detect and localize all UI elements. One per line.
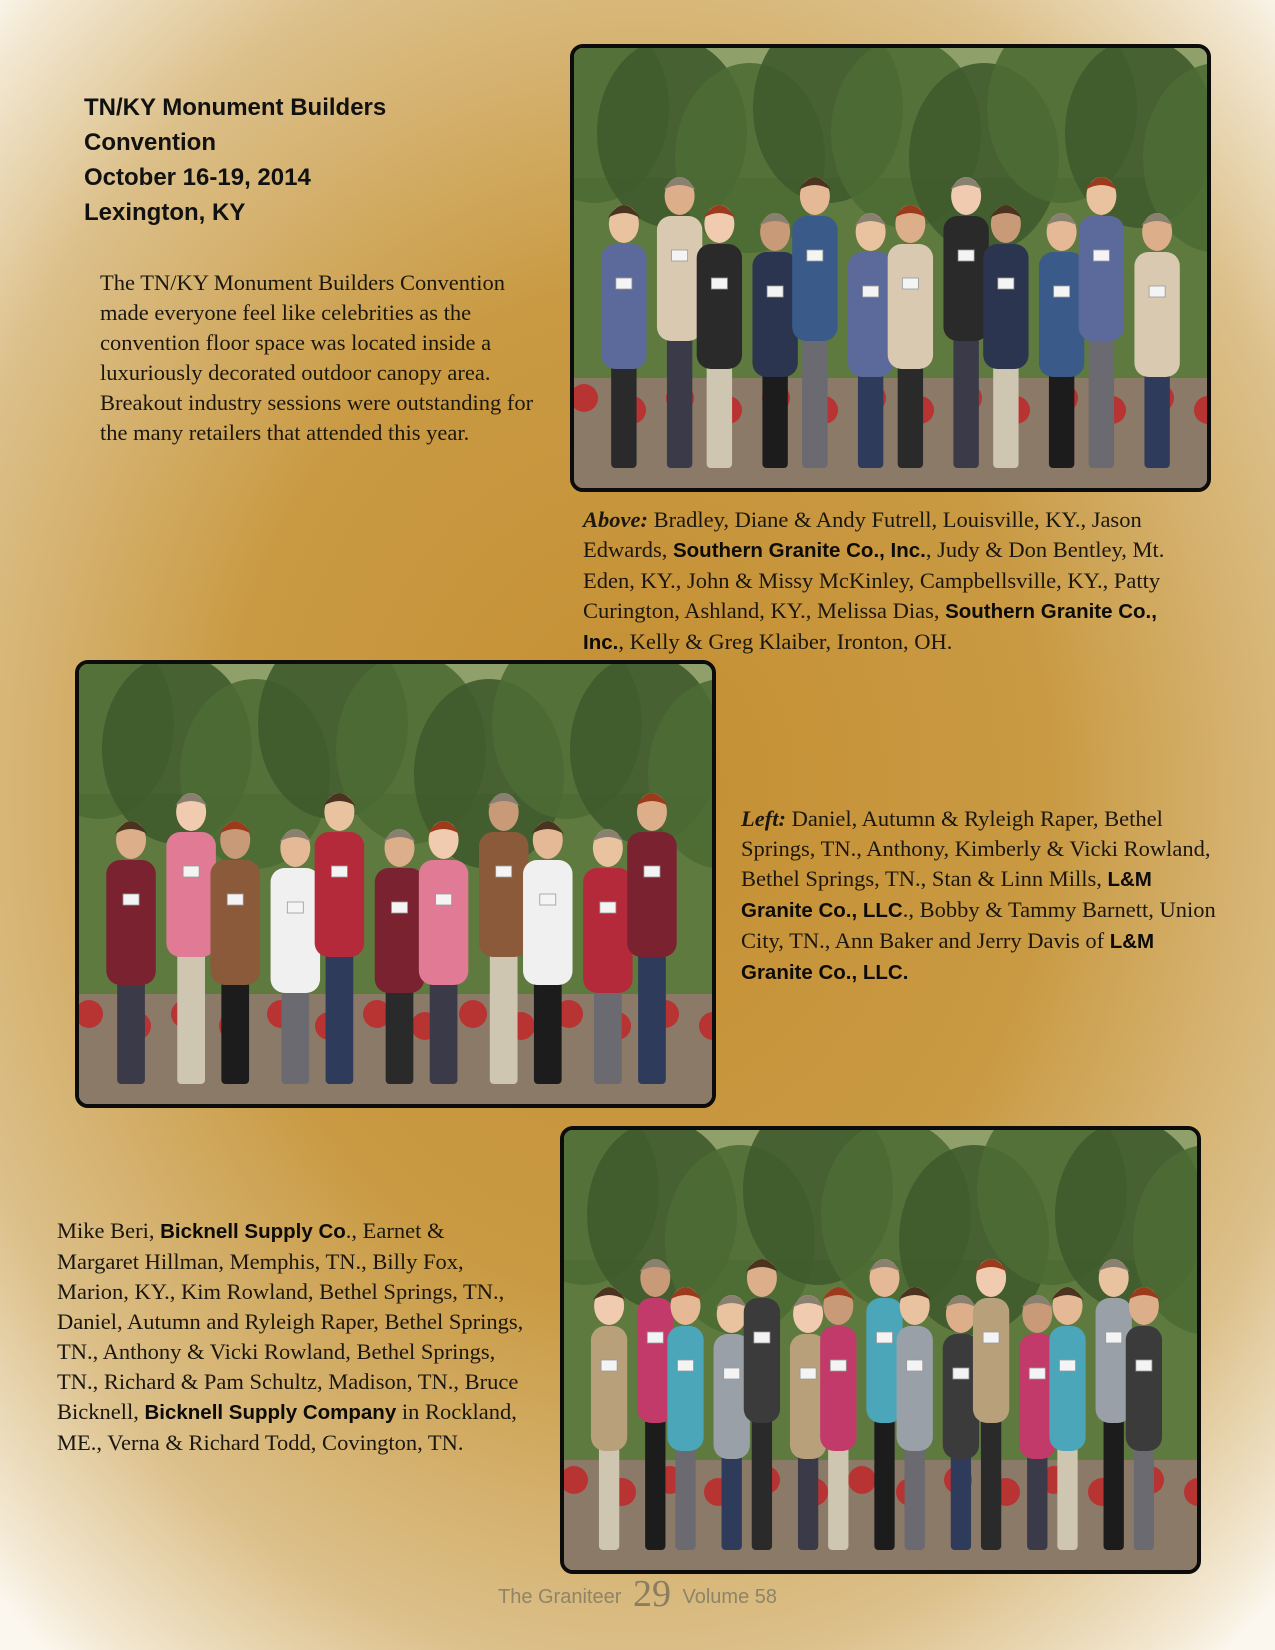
person-torso [792,216,837,341]
person-legs [993,356,1018,468]
person-legs [1049,364,1074,468]
name-badge [616,278,632,289]
person-torso [1039,252,1084,377]
company-name: Southern Granite Co., Inc. [583,600,1157,654]
person-legs [1057,1438,1077,1550]
person-legs [386,980,414,1084]
person-torso [667,1326,703,1451]
person-legs [667,328,692,468]
person-legs [611,356,636,468]
caption-text: in Rockland, ME., Verna & Richard Todd, Covington, TN. [57,1399,517,1455]
page-footer [0,1572,1275,1616]
name-badge [983,1332,999,1343]
person-legs [1144,364,1169,468]
person-torso [1049,1326,1085,1451]
name-badge [496,866,512,877]
person-torso [210,860,259,985]
name-badge [183,866,199,877]
name-badge [644,866,660,877]
person-legs [858,364,883,468]
name-badge [1054,286,1070,297]
name-badge [958,250,974,261]
name-badge [711,278,727,289]
name-badge [1136,1360,1152,1371]
person-legs [802,328,827,468]
person-legs [645,1410,665,1550]
caption-above [583,505,1203,658]
name-badge [601,1360,617,1371]
person-legs [177,944,205,1084]
company-name: L&M Granite Co., LLC [741,868,1152,922]
person-torso [697,244,742,369]
person-torso [848,252,893,377]
caption-bottom [57,1216,527,1458]
person-legs [1134,1438,1154,1550]
name-badge [953,1368,969,1379]
name-badge [287,902,303,913]
name-badge [807,250,823,261]
heading-line-1: TN/KY Monument Builders [84,94,387,121]
person-torso [591,1326,627,1451]
caption-text: ., Bobby & Tammy Barnett, Union City, TN., Ann Baker and Jerry Davis of [741,897,1216,953]
name-badge [1149,286,1165,297]
caption-text: ., Earnet & Margaret Hillman, Memphis, TN., Billy Fox, Marion, KY., Kim Rowland, Bethel Springs, TN., Daniel, Autumn and Ryleigh Raper, Bethel Springs, TN., Anthony & Vicki Rowland, Bethel Springs, TN., Richard & Pam Schultz, Madison, TN., Bruce Bicknell, [57,1218,524,1424]
person-torso [943,216,988,341]
name-badge [672,250,688,261]
heading-line-3: October 16-19, 2014 [84,164,311,191]
person-torso [523,860,572,985]
person-legs [828,1438,848,1550]
person-legs [1104,1410,1124,1550]
person-legs [752,1410,772,1550]
person-torso [973,1298,1009,1423]
person-torso [419,860,468,985]
person-torso [601,244,646,369]
name-badge [540,894,556,905]
person-legs [707,356,732,468]
person-torso [315,832,364,957]
company-name: Bicknell Supply Co [160,1220,346,1243]
caption-lead: Left: [741,806,786,831]
group-photo-left [75,660,716,1108]
name-badge [678,1360,694,1371]
name-badge [830,1360,846,1371]
caption-lead: Above: [583,507,648,532]
person-legs [905,1438,925,1550]
caption-text: , Kelly & Greg Klaiber, Ironton, OH. [618,629,953,654]
company-name: Southern Granite Co., Inc. [672,539,926,562]
name-badge [123,894,139,905]
person-torso [897,1326,933,1451]
page-number: 29 [632,1573,671,1615]
name-badge [754,1332,770,1343]
name-badge [998,278,1014,289]
person-legs [981,1410,1001,1550]
person-legs [594,980,622,1084]
person-torso [1126,1326,1162,1451]
name-badge [724,1368,740,1379]
person-torso [820,1326,856,1451]
name-badge [863,286,879,297]
person-legs [675,1438,695,1550]
article-heading [84,90,504,230]
caption-left [741,804,1216,988]
name-badge [877,1332,893,1343]
name-badge [600,902,616,913]
person-torso [888,244,933,369]
person-legs [874,1410,894,1550]
name-badge [1029,1368,1045,1379]
person-torso [627,832,676,957]
name-badge [1093,250,1109,261]
person-legs [1027,1446,1047,1550]
person-torso [657,216,702,341]
publication-name: The Graniteer [497,1586,622,1608]
caption-text: Bradley, Diane & Andy Futrell, Louisville, KY., Jason Edwards, [583,507,1142,562]
name-badge [902,278,918,289]
person-torso [583,868,632,993]
heading-line-4: Lexington, KY [84,199,246,226]
name-badge [767,286,783,297]
volume-label: Volume 58 [682,1586,778,1608]
person-legs [951,1446,971,1550]
person-legs [599,1438,619,1550]
group-photo-above [570,44,1211,492]
person-torso [752,252,797,377]
person-legs [117,972,145,1084]
flower-bed [848,1466,876,1494]
person-torso [271,868,320,993]
caption-text: Daniel, Autumn & Ryleigh Raper, Bethel Springs, TN., Anthony, Kimberly & Vicki Rowland, Bethel Springs, TN., Stan & Linn Mills, [741,806,1211,891]
person-legs [762,364,787,468]
person-torso [106,860,155,985]
company-name: Bicknell Supply Company [144,1401,397,1424]
person-legs [534,972,562,1084]
person-legs [490,944,518,1084]
intro-paragraph: The TN/KY Monument Builders Convention made everyone feel like celebrities as the convention floor space was located inside a luxuriously decorated outdoor canopy area. Breakout industry sessions were outstanding for the many retailers that attended this year. [100,270,534,445]
person-legs [281,980,309,1084]
name-badge [800,1368,816,1379]
heading-line-2: Convention [84,129,216,156]
person-legs [1089,328,1114,468]
person-torso [744,1298,780,1423]
name-badge [1106,1332,1122,1343]
person-legs [221,972,249,1084]
name-badge [907,1360,923,1371]
person-torso [479,832,528,957]
person-torso [983,244,1028,369]
caption-text: Mike Beri, [57,1218,161,1243]
flower-bed [459,1000,487,1028]
person-legs [798,1446,818,1550]
person-torso [166,832,215,957]
person-legs [430,972,458,1084]
person-torso [1134,252,1179,377]
person-torso [375,868,424,993]
name-badge [227,894,243,905]
person-legs [953,328,978,468]
name-badge [392,902,408,913]
person-legs [638,944,666,1084]
name-badge [436,894,452,905]
person-torso [1079,216,1124,341]
group-photo-bottom [560,1126,1201,1574]
group-photo-above-svg [574,48,1207,488]
person-legs [722,1446,742,1550]
name-badge [647,1332,663,1343]
group-photo-left-svg [79,664,712,1104]
company-name: L&M Granite Co., LLC. [741,930,1155,984]
name-badge [1060,1360,1076,1371]
group-photo-bottom-svg [564,1130,1197,1570]
caption-text: , Judy & Don Bentley, Mt. Eden, KY., John & Missy McKinley, Campbellsville, KY., Patty Curington, Ashland, KY., Melissa Dias, [583,537,1165,623]
person-legs [898,356,923,468]
name-badge [331,866,347,877]
person-legs [326,944,354,1084]
